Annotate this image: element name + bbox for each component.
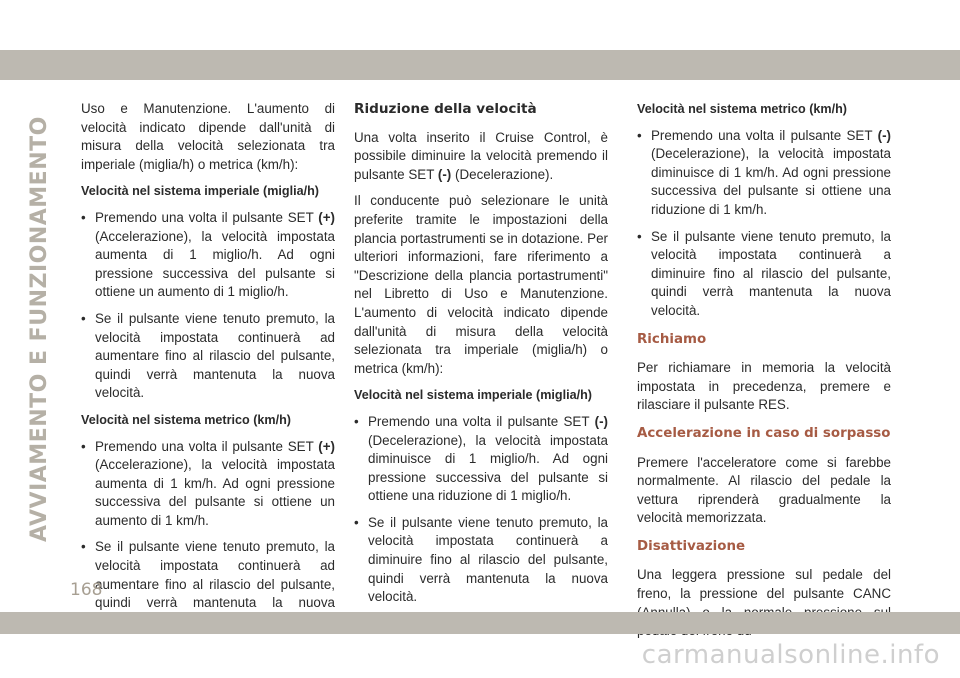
bullet-mark: •: [81, 539, 86, 555]
paragraph: Premere l'acceleratore come si farebbe normalmente. Al rilascio del pedale la vettura riprenderà gradualmente la velocità memorizzata.: [637, 454, 891, 526]
bullet-mark: •: [81, 310, 86, 326]
subheading-metric: Velocità nel sistema metrico (km/h): [637, 102, 847, 116]
subheading-imperial: Velocità nel sistema imperiale (miglia/h): [81, 184, 319, 199]
section-heading-sorpasso: Accelerazione in caso di sorpasso: [637, 425, 891, 441]
bullet-mark: •: [637, 127, 642, 143]
bullet-mark: •: [354, 514, 359, 530]
column-3: [637, 100, 891, 649]
bullet-item: • Se il pulsante viene tenuto premuto, la velocità impostata continuerà a diminuire fino al rilascio del pulsante, quindi verrà mantenuta la nuova velocità.: [637, 228, 891, 321]
paragraph: Una volta inserito il Cruise Control, è possibile diminuire la velocità premendo il pulsante SET (-) (Decelerazione).: [354, 129, 608, 182]
watermark: carmanualsonline.info: [641, 640, 940, 670]
paragraph: Per richiamare in memoria la velocità impostata in precedenza, premere e rilasciare il pulsante RES.: [637, 360, 891, 413]
bullet-item: • Se il pulsante viene tenuto premuto, la velocità impostata continuerà a diminuire fino al rilascio del pulsante, quindi verrà mantenuta la nuova velocità.: [354, 514, 608, 607]
side-chapter-title-text: AVVIAMENTO E FUNZIONAMENTO: [27, 116, 52, 542]
bullet-item: • Premendo una volta il pulsante SET (-) (Decelerazione), la velocità impostata diminuisce di 1 km/h. Ad ogni pressione successiva del pulsante si ottiene una riduzione di 1 km/h.: [637, 127, 891, 220]
footer-band: [0, 612, 960, 634]
bullet-mark: •: [81, 438, 86, 454]
page-number: 168: [70, 580, 103, 600]
column-2: [354, 100, 608, 615]
key-minus: (-): [877, 127, 891, 143]
paragraph: Il conducente può selezionare le unità preferite tramite le impostazioni della plancia portastrumenti se in dotazione. Per ulteriori informazioni, fare riferimento a "Descrizione della plancia portastrumenti" nel Libretto di Uso e Manutenzione. L'aumento di velocità indicato dipende dall'unità di misura della velocità selezionata tra imperiale (miglia/h) o metrica (km/h):: [354, 193, 608, 376]
bullet-item: • Se il pulsante viene tenuto premuto, la velocità impostata continuerà ad aumentare fino al rilascio del pulsante, quindi verrà mantenuta la nuova: [81, 538, 335, 631]
top-margin: [0, 0, 960, 50]
key-plus: (+): [318, 209, 335, 225]
bullet-item: • Premendo una volta il pulsante SET (-) (Decelerazione), la velocità impostata diminuisce di 1 miglio/h. Ad ogni pressione successiva del pulsante si ottiene una riduzione di 1 miglio/h.: [354, 413, 608, 506]
header-band: [0, 50, 960, 80]
key-minus: (-): [437, 166, 452, 182]
section-heading: Riduzione della velocità: [354, 101, 537, 117]
subheading-metric: Velocità nel sistema metrico (km/h): [81, 412, 291, 427]
bullet-mark: •: [637, 228, 642, 244]
paragraph: Una leggera pressione sul pedale del freno, la pressione del pulsante CANC: [637, 567, 891, 602]
bullet-item: • Premendo una volta il pulsante SET (+) (Accelerazione), la velocità impostata aumenta di 1 km/h. Ad ogni pressione successiva del pulsante si ottiene un aumento di 1 km/h.: [81, 438, 335, 531]
subheading-imperial: Velocità nel sistema imperiale (miglia/h): [354, 388, 592, 403]
bullet-item: • Premendo una volta il pulsante SET (+) (Accelerazione), la velocità impostata aumenta di 1 miglio/h. Ad ogni pressione successiva del pulsante si ottiene un aumento di 1 miglio/h.: [81, 209, 335, 302]
key-minus: (-): [594, 413, 608, 429]
side-chapter-title: [22, 102, 58, 542]
bullet-mark: •: [354, 413, 359, 429]
bullet-item: • Se il pulsante viene tenuto premuto, la velocità impostata continuerà ad aumentare fino al rilascio del pulsante, quindi verrà mantenuta la nuova velocità.: [81, 310, 335, 403]
section-heading-richiamo: Richiamo: [637, 331, 707, 347]
key-plus: (+): [318, 438, 335, 454]
bullet-mark: •: [81, 209, 86, 225]
column-1: [81, 100, 335, 639]
paragraph: Uso e Manutenzione. L'aumento di velocità indicato dipende dall'unità di misura della velocità selezionata tra imperiale (miglia/h) o metrica (km/h):: [81, 101, 335, 172]
section-heading-disattivazione: Disattivazione: [637, 538, 746, 554]
